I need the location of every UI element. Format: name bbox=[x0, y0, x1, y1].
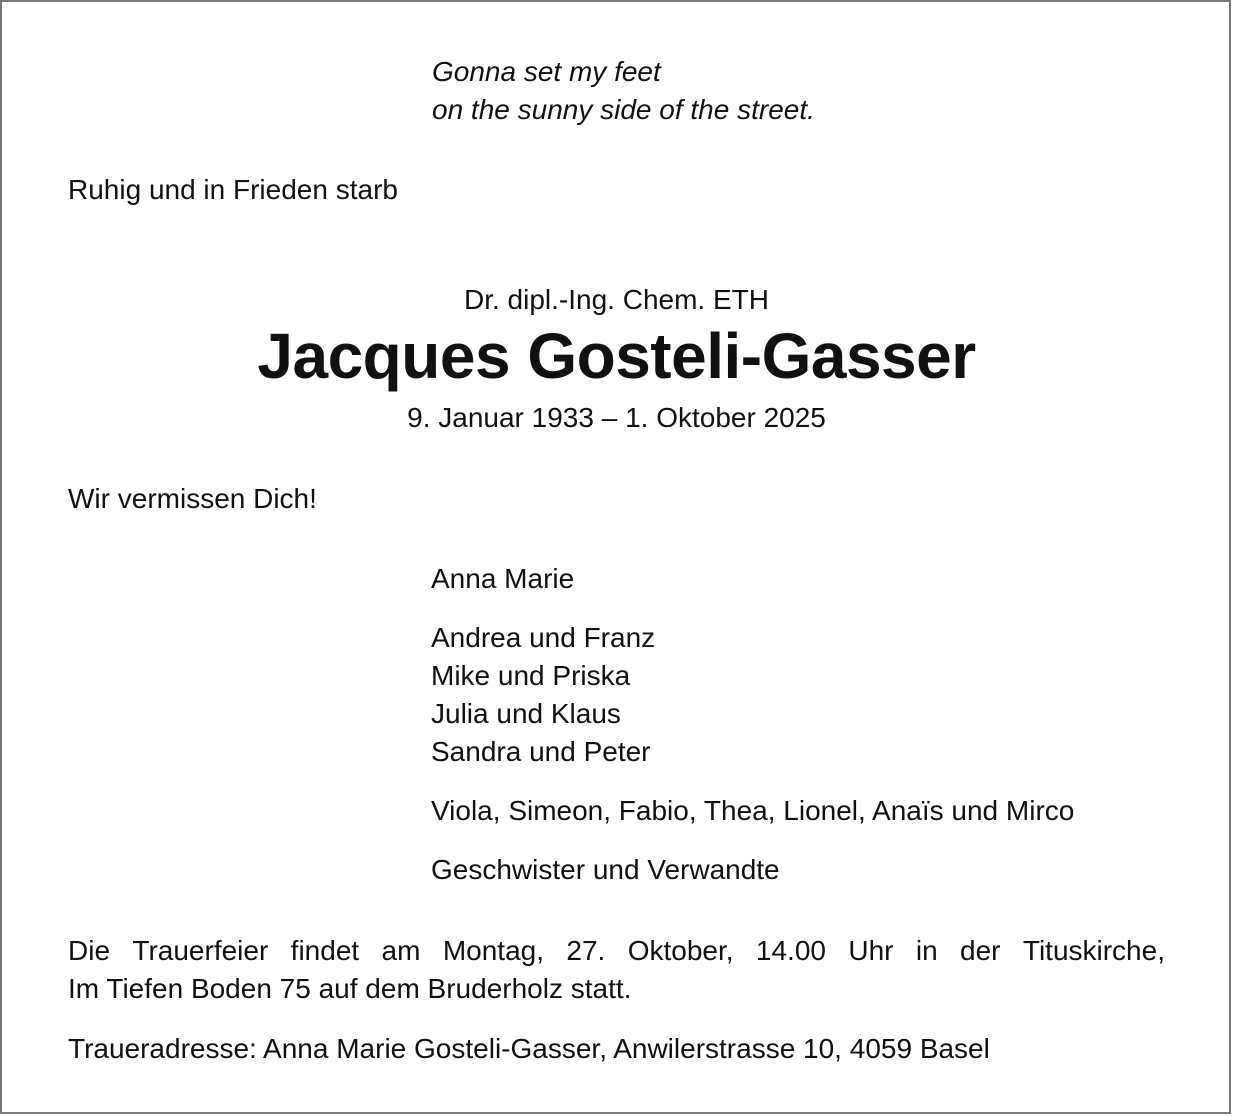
ceremony-word: in bbox=[915, 935, 938, 966]
mourner-relatives: Geschwister und Verwandte bbox=[431, 854, 780, 885]
quote-line-1: Gonna set my feet bbox=[432, 56, 661, 87]
mourner-child: Julia und Klaus bbox=[431, 698, 621, 729]
farewell-text: Wir vermissen Dich! bbox=[68, 483, 317, 514]
mourner-child: Sandra und Peter bbox=[431, 736, 651, 767]
ceremony-notice bbox=[68, 932, 1165, 1008]
quote bbox=[432, 53, 815, 129]
ceremony-word: findet bbox=[290, 935, 360, 966]
deceased-name: Jacques Gosteli-Gasser bbox=[257, 320, 976, 392]
ceremony-line-1 bbox=[68, 932, 1165, 970]
ceremony-word: Die bbox=[68, 935, 111, 966]
mourner-children bbox=[431, 619, 655, 771]
mourner-child: Mike und Priska bbox=[431, 660, 631, 691]
intro-text: Ruhig und in Frieden starb bbox=[68, 174, 398, 205]
ceremony-word: Oktober, bbox=[627, 935, 734, 966]
ceremony-word: Montag, bbox=[442, 935, 544, 966]
ceremony-word: am bbox=[381, 935, 421, 966]
ceremony-line-2: Im Tiefen Boden 75 auf dem Bruderholz statt. bbox=[68, 973, 632, 1004]
ceremony-word: Trauerfeier bbox=[132, 935, 269, 966]
mourner-spouse: Anna Marie bbox=[431, 563, 575, 594]
deceased-dates: 9. Januar 1933 – 1. Oktober 2025 bbox=[407, 402, 826, 433]
ceremony-word: Tituskirche, bbox=[1022, 935, 1165, 966]
ceremony-word: 27. bbox=[566, 935, 606, 966]
ceremony-word: der bbox=[960, 935, 1001, 966]
quote-line-2: on the sunny side of the street. bbox=[432, 94, 815, 125]
mourner-grandchildren: Viola, Simeon, Fabio, Thea, Lionel, Anaïs und Mirco bbox=[431, 795, 1075, 826]
deceased-title: Dr. dipl.-Ing. Chem. ETH bbox=[464, 284, 769, 315]
mourning-address: Traueradresse: Anna Marie Gosteli-Gasser, Anwilerstrasse 10, 4059 Basel bbox=[68, 1033, 990, 1064]
ceremony-word: Uhr bbox=[848, 935, 894, 966]
ceremony-word: 14.00 bbox=[755, 935, 826, 966]
mourner-child: Andrea und Franz bbox=[431, 622, 656, 653]
